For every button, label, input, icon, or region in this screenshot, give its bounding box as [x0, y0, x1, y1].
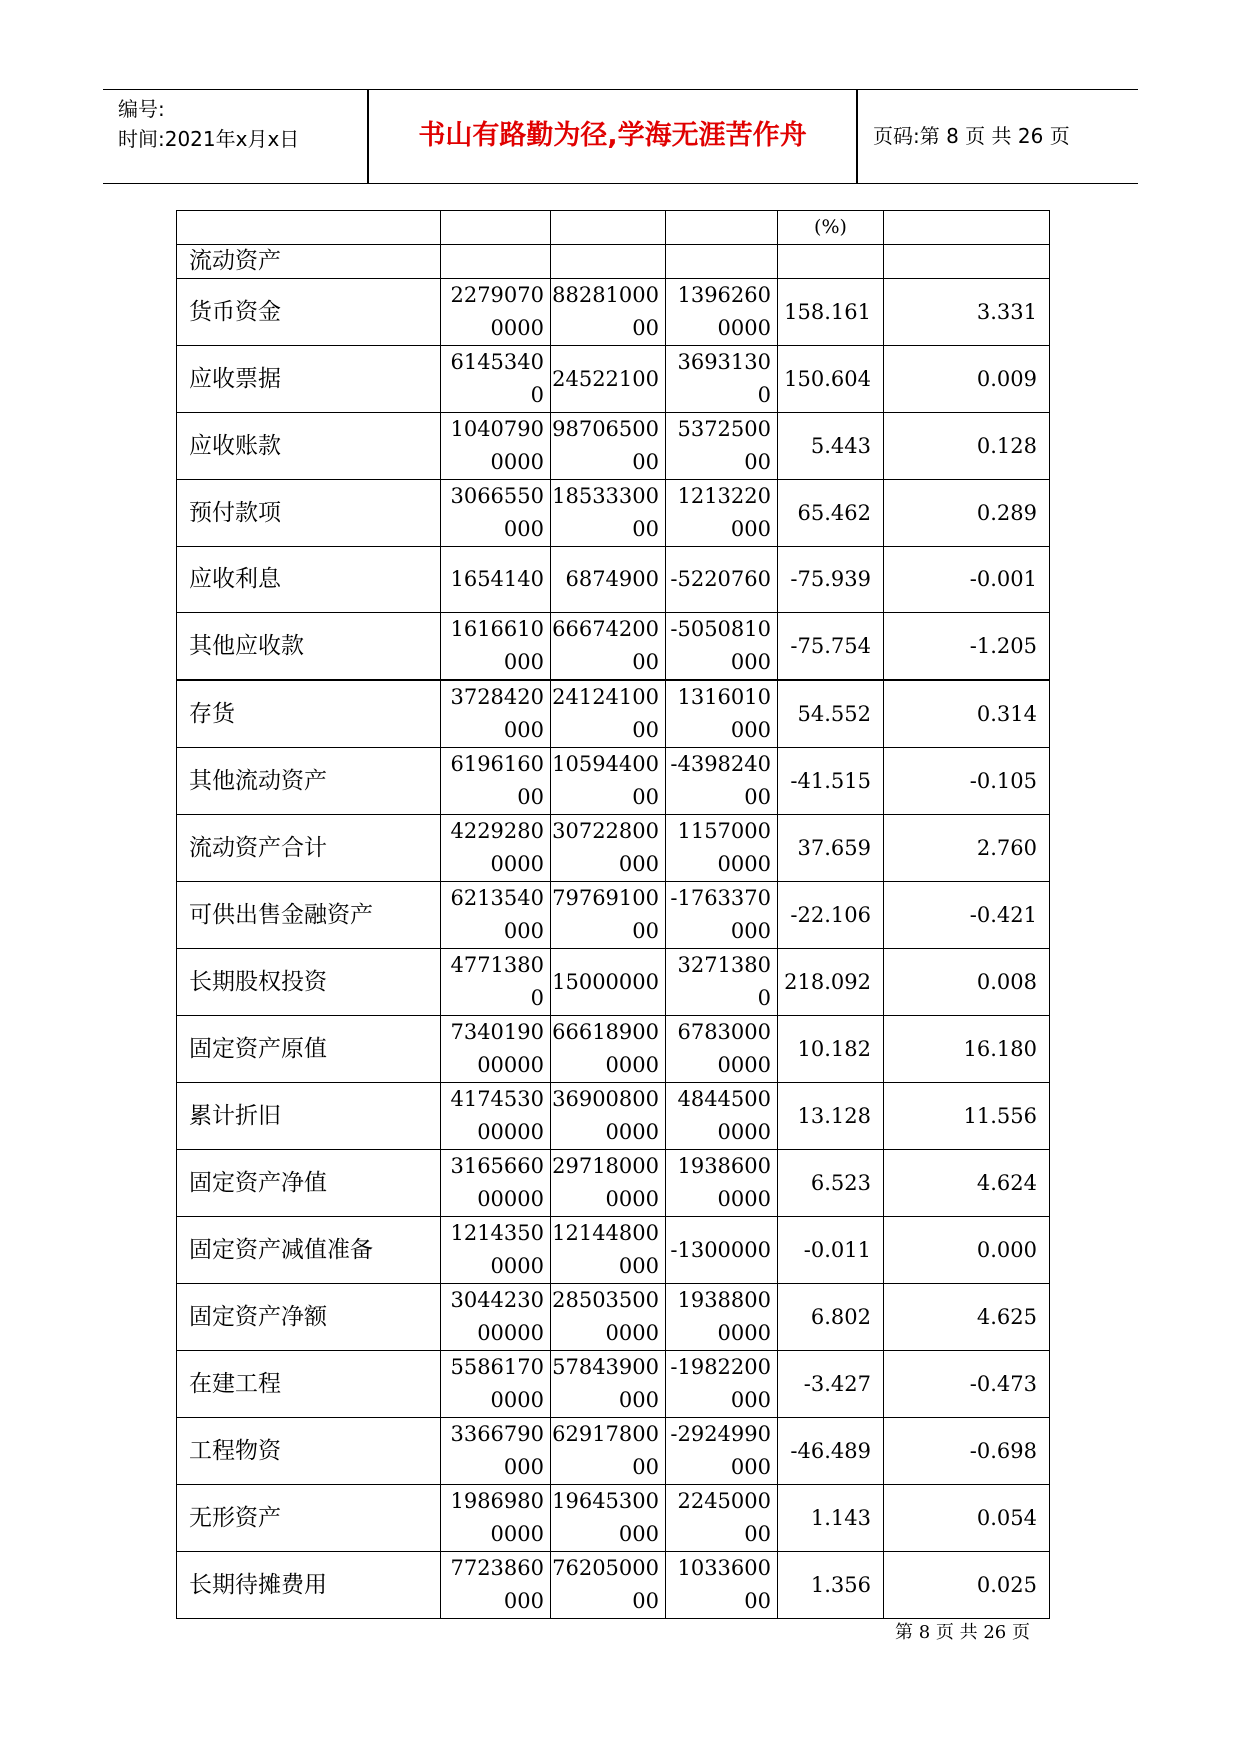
- share-value-cell: -0.001: [884, 547, 1050, 613]
- header-cell: [551, 211, 666, 245]
- balance-sheet-table: [176, 210, 1050, 1619]
- row-name-cell: 应收票据: [177, 346, 441, 413]
- table-row: [177, 480, 1050, 547]
- table-row: [177, 1485, 1050, 1552]
- change-value-cell: -1763370000: [666, 882, 778, 949]
- share-value-cell: 4.625: [884, 1284, 1050, 1351]
- change-value-cell: 36931300: [666, 346, 778, 413]
- row-name-cell: 存货: [177, 680, 441, 748]
- prior-value-cell: 24522100: [551, 346, 666, 413]
- change-percent-cell: 10.182: [778, 1016, 884, 1083]
- row-name-cell: 长期股权投资: [177, 949, 441, 1016]
- change-percent-cell: -41.515: [778, 748, 884, 815]
- prior-value-cell: 8828100000: [551, 279, 666, 346]
- header-divider-right: [856, 90, 858, 183]
- prior-value-cell: 666189000000: [551, 1016, 666, 1083]
- table-row: [177, 279, 1050, 346]
- change-percent-cell: -75.754: [778, 613, 884, 681]
- change-value-cell: 1316010000: [666, 680, 778, 748]
- change-value-cell: -439824000: [666, 748, 778, 815]
- change-value-cell: -5220760: [666, 547, 778, 613]
- current-value-cell: 3366790000: [441, 1418, 551, 1485]
- section-label: 流动资产: [177, 245, 441, 279]
- row-name-cell: 累计折旧: [177, 1083, 441, 1150]
- current-value-cell: 3728420000: [441, 680, 551, 748]
- change-percent-cell: 65.462: [778, 480, 884, 547]
- change-value-cell: -1300000: [666, 1217, 778, 1284]
- row-name-cell: 长期待摊费用: [177, 1552, 441, 1619]
- change-percent-cell: 1.356: [778, 1552, 884, 1619]
- change-percent-cell: -46.489: [778, 1418, 884, 1485]
- table-row: [177, 346, 1050, 413]
- change-percent-cell: 5.443: [778, 413, 884, 480]
- share-value-cell: 0.128: [884, 413, 1050, 480]
- current-value-cell: 19869800000: [441, 1485, 551, 1552]
- current-value-cell: 1654140: [441, 547, 551, 613]
- change-value-cell: 13962600000: [666, 279, 778, 346]
- table-row: [177, 1083, 1050, 1150]
- table-row: [177, 613, 1050, 681]
- change-percent-cell: 6.523: [778, 1150, 884, 1217]
- current-value-cell: 734019000000: [441, 1016, 551, 1083]
- header-cell: [441, 211, 551, 245]
- current-value-cell: 42292800000: [441, 815, 551, 882]
- change-value-cell: -1982200000: [666, 1351, 778, 1418]
- table-row: [177, 1150, 1050, 1217]
- header-meta: [118, 94, 299, 154]
- change-percent-cell: -75.939: [778, 547, 884, 613]
- row-name-cell: 固定资产净额: [177, 1284, 441, 1351]
- current-value-cell: 61453400: [441, 346, 551, 413]
- current-value-cell: 619616000: [441, 748, 551, 815]
- change-value-cell: 103360000: [666, 1552, 778, 1619]
- table-row: [177, 1418, 1050, 1485]
- prior-value-cell: 30722800000: [551, 815, 666, 882]
- change-value-cell: 537250000: [666, 413, 778, 480]
- current-value-cell: 3066550000: [441, 480, 551, 547]
- prior-value-cell: 9870650000: [551, 413, 666, 480]
- prior-value-cell: 57843900000: [551, 1351, 666, 1418]
- share-value-cell: 0.289: [884, 480, 1050, 547]
- change-value-cell: 32713800: [666, 949, 778, 1016]
- prior-value-cell: 7976910000: [551, 882, 666, 949]
- empty-cell: [441, 245, 551, 279]
- empty-cell: [551, 245, 666, 279]
- empty-cell: [884, 245, 1050, 279]
- row-name-cell: 无形资产: [177, 1485, 441, 1552]
- row-name-cell: 在建工程: [177, 1351, 441, 1418]
- row-name-cell: 货币资金: [177, 279, 441, 346]
- prior-value-cell: 6874900: [551, 547, 666, 613]
- page-footer: 第 8 页 共 26 页: [895, 1622, 1030, 1643]
- change-value-cell: 67830000000: [666, 1016, 778, 1083]
- share-value-cell: -0.105: [884, 748, 1050, 815]
- prior-value-cell: 6291780000: [551, 1418, 666, 1485]
- current-value-cell: 7723860000: [441, 1552, 551, 1619]
- header-page-number: 页码:第 8 页 共 26 页: [873, 124, 1070, 148]
- row-name-cell: 其他应收款: [177, 613, 441, 681]
- share-value-cell: 2.760: [884, 815, 1050, 882]
- prior-value-cell: 297180000000: [551, 1150, 666, 1217]
- table-row: [177, 1217, 1050, 1284]
- share-value-cell: 0.025: [884, 1552, 1050, 1619]
- change-percent-cell: -3.427: [778, 1351, 884, 1418]
- change-value-cell: 19388000000: [666, 1284, 778, 1351]
- prior-value-cell: 7620500000: [551, 1552, 666, 1619]
- document-time-label: 时间:2021年x月x日: [118, 127, 300, 151]
- current-value-cell: 47713800: [441, 949, 551, 1016]
- change-percent-cell: -0.011: [778, 1217, 884, 1284]
- change-percent-cell: 6.802: [778, 1284, 884, 1351]
- current-value-cell: 22790700000: [441, 279, 551, 346]
- change-value-cell: -5050810000: [666, 613, 778, 681]
- prior-value-cell: 1059440000: [551, 748, 666, 815]
- current-value-cell: 417453000000: [441, 1083, 551, 1150]
- table-row: [177, 748, 1050, 815]
- prior-value-cell: 285035000000: [551, 1284, 666, 1351]
- current-value-cell: 6213540000: [441, 882, 551, 949]
- share-value-cell: -0.473: [884, 1351, 1050, 1418]
- change-percent-cell: 1.143: [778, 1485, 884, 1552]
- header-cell: [666, 211, 778, 245]
- table-body: [177, 211, 1050, 1619]
- share-value-cell: -0.421: [884, 882, 1050, 949]
- prior-value-cell: 12144800000: [551, 1217, 666, 1284]
- row-name-cell: 工程物资: [177, 1418, 441, 1485]
- change-value-cell: 48445000000: [666, 1083, 778, 1150]
- share-value-cell: 0.000: [884, 1217, 1050, 1284]
- row-name-cell: 可供出售金融资产: [177, 882, 441, 949]
- change-value-cell: 1213220000: [666, 480, 778, 547]
- percent-unit-cell: (%): [778, 211, 884, 245]
- row-name-cell: 预付款项: [177, 480, 441, 547]
- table-row: [177, 413, 1050, 480]
- prior-value-cell: 1853330000: [551, 480, 666, 547]
- current-value-cell: 10407900000: [441, 413, 551, 480]
- share-value-cell: 11.556: [884, 1083, 1050, 1150]
- change-value-cell: -2924990000: [666, 1418, 778, 1485]
- share-value-cell: 4.624: [884, 1150, 1050, 1217]
- change-percent-cell: 54.552: [778, 680, 884, 748]
- share-value-cell: 16.180: [884, 1016, 1050, 1083]
- change-percent-cell: -22.106: [778, 882, 884, 949]
- page-header: [103, 89, 1138, 184]
- header-motto: 书山有路勤为径,学海无涯苦作舟: [418, 120, 807, 151]
- empty-cell: [778, 245, 884, 279]
- table-row: [177, 1351, 1050, 1418]
- row-name-cell: 流动资产合计: [177, 815, 441, 882]
- prior-value-cell: 2412410000: [551, 680, 666, 748]
- section-row: [177, 245, 1050, 279]
- current-value-cell: 55861700000: [441, 1351, 551, 1418]
- change-value-cell: 19386000000: [666, 1150, 778, 1217]
- table-row: [177, 1016, 1050, 1083]
- share-value-cell: -1.205: [884, 613, 1050, 681]
- row-name-cell: 应收利息: [177, 547, 441, 613]
- row-name-cell: 固定资产减值准备: [177, 1217, 441, 1284]
- change-value-cell: 224500000: [666, 1485, 778, 1552]
- share-value-cell: 3.331: [884, 279, 1050, 346]
- header-cell: [884, 211, 1050, 245]
- table-row: [177, 1284, 1050, 1351]
- empty-cell: [666, 245, 778, 279]
- current-value-cell: 304423000000: [441, 1284, 551, 1351]
- table-row: [177, 949, 1050, 1016]
- prior-value-cell: 15000000: [551, 949, 666, 1016]
- header-cell: [177, 211, 441, 245]
- row-name-cell: 其他流动资产: [177, 748, 441, 815]
- current-value-cell: 1616610000: [441, 613, 551, 681]
- table-row: [177, 680, 1050, 748]
- table-row: [177, 547, 1050, 613]
- change-percent-cell: 218.092: [778, 949, 884, 1016]
- change-percent-cell: 150.604: [778, 346, 884, 413]
- share-value-cell: 0.009: [884, 346, 1050, 413]
- table-header-row: [177, 211, 1050, 245]
- row-name-cell: 应收账款: [177, 413, 441, 480]
- row-name-cell: 固定资产原值: [177, 1016, 441, 1083]
- prior-value-cell: 19645300000: [551, 1485, 666, 1552]
- change-percent-cell: 158.161: [778, 279, 884, 346]
- prior-value-cell: 6667420000: [551, 613, 666, 681]
- share-value-cell: -0.698: [884, 1418, 1050, 1485]
- change-percent-cell: 13.128: [778, 1083, 884, 1150]
- document-number-label: 编号:: [118, 97, 165, 121]
- change-percent-cell: 37.659: [778, 815, 884, 882]
- share-value-cell: 0.054: [884, 1485, 1050, 1552]
- table-row: [177, 882, 1050, 949]
- change-value-cell: 11570000000: [666, 815, 778, 882]
- table-row: [177, 1552, 1050, 1619]
- current-value-cell: 316566000000: [441, 1150, 551, 1217]
- share-value-cell: 0.314: [884, 680, 1050, 748]
- table-row: [177, 815, 1050, 882]
- current-value-cell: 12143500000: [441, 1217, 551, 1284]
- row-name-cell: 固定资产净值: [177, 1150, 441, 1217]
- share-value-cell: 0.008: [884, 949, 1050, 1016]
- prior-value-cell: 369008000000: [551, 1083, 666, 1150]
